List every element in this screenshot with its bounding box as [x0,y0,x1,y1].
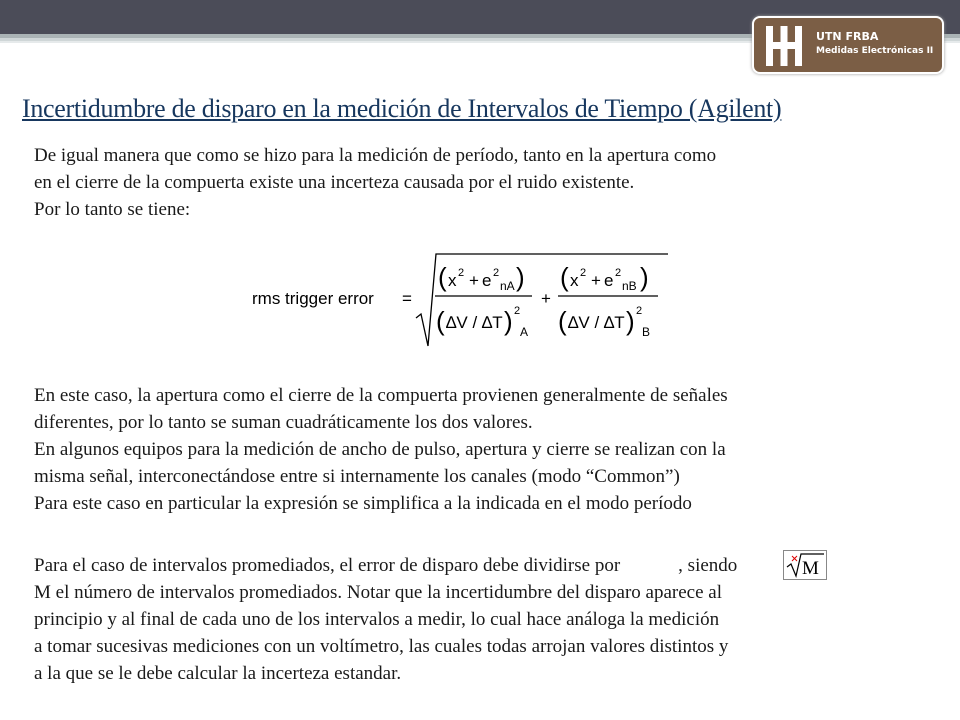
term1-power-x: 2 [458,267,465,279]
term1-sub: nA [500,279,515,293]
text-fragment: Para el caso de intervalos promediados, el error de disparo debe dividirse por [34,555,621,576]
term2-plus: + [591,271,601,290]
formula-lhs: rms trigger error [252,289,374,308]
text-line: misma señal, interconectándose entre si internamente los canales (modo “Common”) [34,466,680,487]
text-line: En algunos equipos para la medición de ancho de pulso, apertura y cierre se realizan con la [34,439,726,460]
text-line: en el cierre de la compuerta existe una incerteza causada por el ruido existente. [34,172,635,193]
text-line: De igual manera que como se hizo para la medición de período, tanto en la apertura como [34,145,717,166]
formula-term-1 [435,262,532,339]
term1-x: x [448,271,457,290]
intro-paragraph [34,142,939,223]
term1-den: ∆V / ∆T [446,313,503,332]
logo-subtitle: Medidas Electrónicas II [816,46,934,56]
logo-title: UTN FRBA [816,30,879,43]
term1-e: e [482,271,492,290]
term2-den-sub: B [642,325,651,339]
sqrt-m-equation [783,550,827,580]
svg-text:): ) [516,262,525,292]
svg-text:(: ( [560,262,569,292]
text-line: Por lo tanto se tiene: [34,199,191,220]
svg-text:(: ( [558,306,567,336]
svg-text:): ) [626,306,635,336]
term1-den-power: 2 [514,305,521,317]
text-line: M el número de intervalos promediados. Notar que la incertidumbre del disparo aparece al [34,582,722,603]
svg-text:(: ( [438,262,447,292]
text-fragment: , siendo [678,555,738,576]
term2-power-e: 2 [615,267,622,279]
formula-term-2 [558,262,658,339]
formula-plus: + [541,289,551,308]
svg-text:): ) [504,306,513,336]
page-title: Incertidumbre de disparo en la medición de Intervalos de Tiempo (Agilent) [22,94,782,123]
term2-x: x [570,271,579,290]
svg-text:): ) [640,262,649,292]
term1-plus: + [469,271,479,290]
text-line: a tomar sucesivas mediciones con un voltímetro, las cuales todas arrojan valores distintos y [34,636,729,657]
rms-trigger-error-formula [250,248,670,348]
formula-equals: = [402,289,412,308]
utn-logo-icon [762,24,806,68]
sqrt-icon [784,551,826,579]
text-line: a la que se le debe calcular la incerteza estandar. [34,663,402,684]
sqrt-m-label: M [802,558,819,579]
svg-text:(: ( [436,306,445,336]
text-line: Para este caso en particular la expresión se simplifica a la indicada en el modo período [34,493,692,514]
term2-power-x: 2 [580,267,587,279]
term2-den: ∆V / ∆T [568,313,625,332]
term2-den-power: 2 [636,305,643,317]
term2-sub: nB [622,279,637,293]
text-line: diferentes, por lo tanto se suman cuadráticamente los dos valores. [34,412,533,433]
term2-e: e [604,271,614,290]
term1-power-e: 2 [493,267,500,279]
text-line: En este caso, la apertura como el cierre de la compuerta provienen generalmente de señales [34,385,728,406]
explanation-paragraph [34,382,939,517]
text-line: principio y al final de cada uno de los intervalos a medir, lo cual hace análoga la medición [34,609,720,630]
term1-den-sub: A [520,325,529,339]
logo-badge [752,16,944,74]
